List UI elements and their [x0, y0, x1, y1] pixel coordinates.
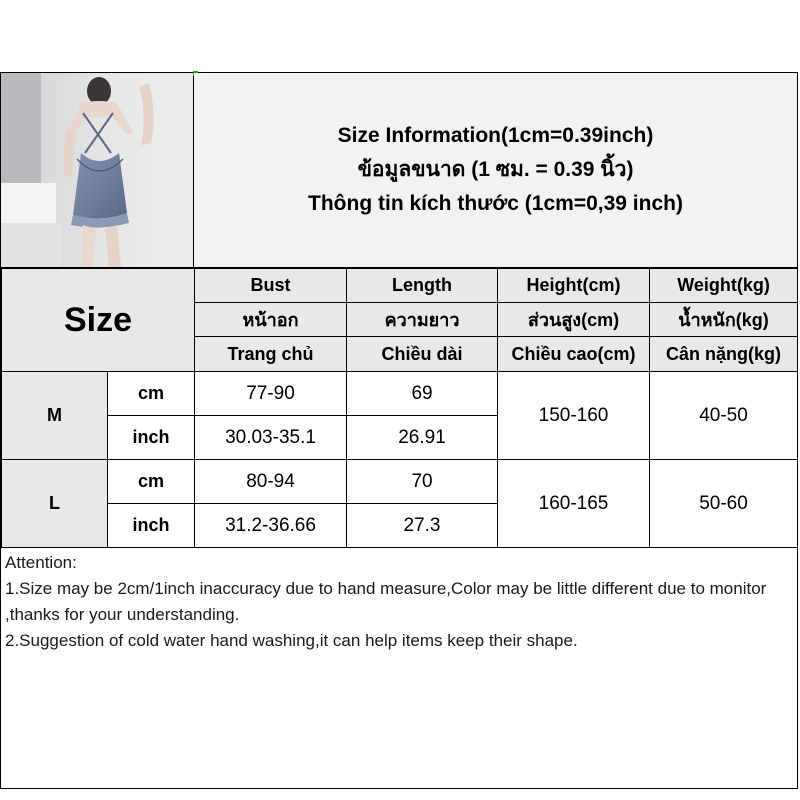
header-height-en: Height(cm): [498, 269, 650, 303]
height-value: 160-165: [498, 460, 650, 548]
header-length-vi: Chiều dài: [347, 337, 498, 372]
title-vietnamese: Thông tin kích thước (1cm=0,39 inch): [308, 192, 683, 215]
weight-value: 40-50: [650, 372, 798, 460]
length-value: 27.3: [347, 504, 498, 548]
unit-label: cm: [108, 460, 195, 504]
header-row-english: [2, 269, 798, 303]
weight-value: 50-60: [650, 460, 798, 548]
header-bust-th: หน้าอก: [195, 303, 347, 337]
size-label-l: L: [2, 460, 108, 548]
header-length-en: Length: [347, 269, 498, 303]
table-row: [2, 372, 798, 416]
header-bust-vi: Trang chủ: [195, 337, 347, 372]
note-item: 2.Suggestion of cold water hand washing,it can help items keep their shape.: [5, 631, 578, 650]
table-row: [2, 460, 798, 504]
title-block: [194, 73, 797, 268]
bust-value: 77-90: [195, 372, 347, 416]
header-weight-vi: Cân nặng(kg): [650, 337, 798, 372]
height-value: 150-160: [498, 372, 650, 460]
header-weight-en: Weight(kg): [650, 269, 798, 303]
header-height-th: ส่วนสูง(cm): [498, 303, 650, 337]
notes-heading: Attention:: [5, 553, 77, 572]
product-photo: [1, 73, 194, 268]
title-thai: ข้อมูลขนาด (1 ซม. = 0.39 นิ้ว): [357, 158, 634, 181]
bust-value: 80-94: [195, 460, 347, 504]
size-table: [1, 268, 798, 548]
unit-label: inch: [108, 416, 195, 460]
length-value: 69: [347, 372, 498, 416]
bust-value: 30.03-35.1: [195, 416, 347, 460]
product-photo-illustration: [1, 73, 194, 268]
size-label-m: M: [2, 372, 108, 460]
title-english: Size Information(1cm=0.39inch): [337, 124, 654, 147]
unit-label: cm: [108, 372, 195, 416]
header-bust-en: Bust: [195, 269, 347, 303]
header-weight-th: น้ำหนัก(kg): [650, 303, 798, 337]
header-length-th: ความยาว: [347, 303, 498, 337]
size-column-header: Size: [2, 269, 195, 372]
unit-label: inch: [108, 504, 195, 548]
header-height-vi: Chiều cao(cm): [498, 337, 650, 372]
note-item: 1.Size may be 2cm/1inch inaccuracy due to hand measure,Color may be little different due to monitor ,thanks for your understanding.: [5, 579, 767, 624]
length-value: 70: [347, 460, 498, 504]
bust-value: 31.2-36.66: [195, 504, 347, 548]
length-value: 26.91: [347, 416, 498, 460]
attention-notes: [5, 550, 795, 654]
